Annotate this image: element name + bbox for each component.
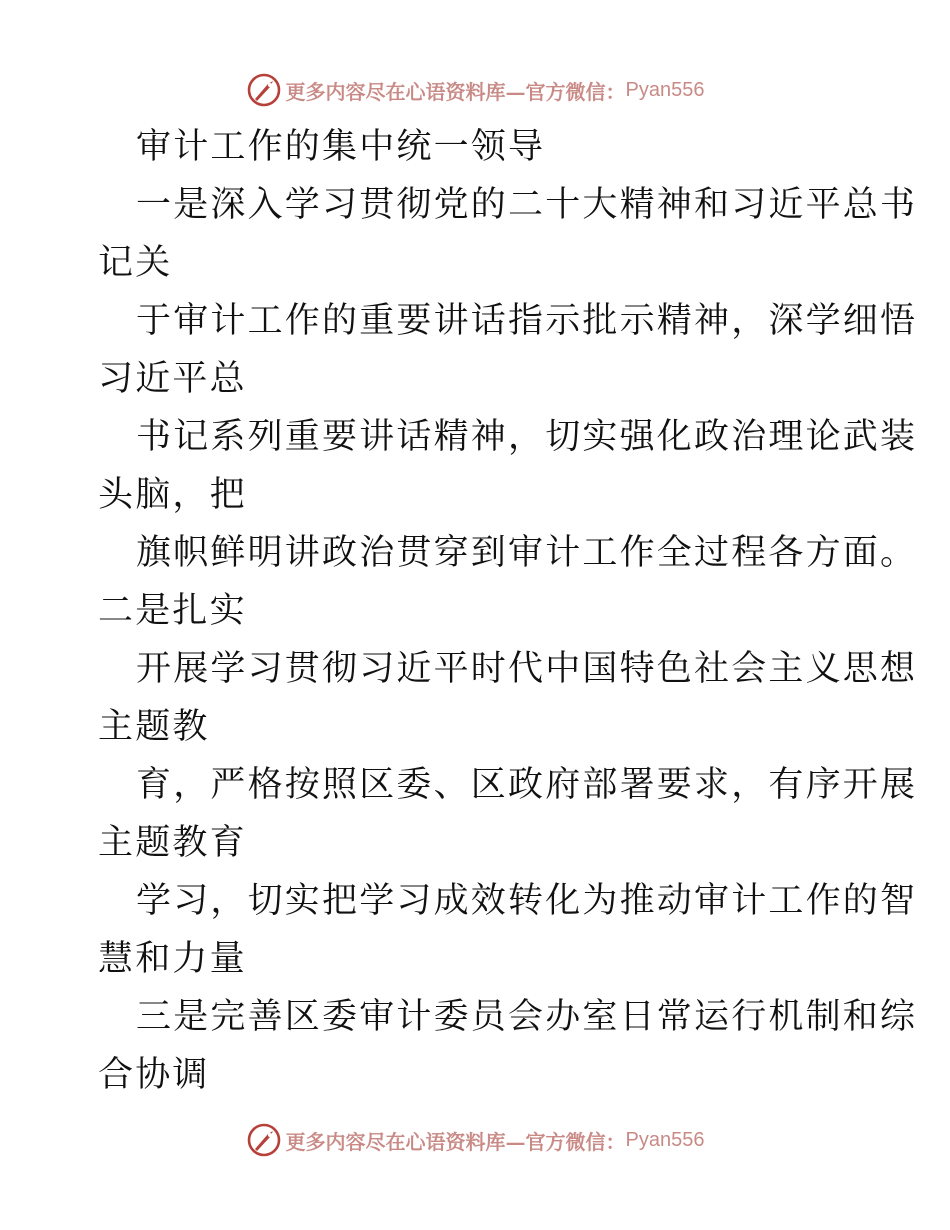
body-line: 书记系列重要讲话精神，切实强化政治理论武装 [136, 417, 918, 457]
body-line: 于审计工作的重要讲话指示批示精神，深学细悟 [136, 301, 918, 341]
body-line: 慧和力量 [98, 939, 247, 979]
body-line: 主题教育 [98, 823, 247, 863]
body-line: 记关 [98, 243, 173, 283]
body-line: 头脑，把 [98, 475, 247, 515]
header-watermark [0, 70, 950, 110]
body-line: 习近平总 [98, 359, 247, 399]
watermark-text: 更多内容尽在心语资料库—官方微信： [285, 1129, 626, 1154]
footer-watermark [0, 1120, 950, 1160]
document-body [98, 118, 918, 1104]
body-line: 主题教 [98, 707, 210, 747]
body-line: 一是深入学习贯彻党的二十大精神和习近平总书 [136, 185, 918, 225]
pen-logo-icon [246, 72, 282, 108]
watermark-wechat-id: Pyan556 [625, 78, 705, 101]
watermark-text: 更多内容尽在心语资料库—官方微信： [285, 79, 626, 104]
body-line: 开展学习贯彻习近平时代中国特色社会主义思想 [136, 649, 918, 689]
pen-logo-icon [246, 1122, 282, 1158]
body-line: 三是完善区委审计委员会办室日常运行机制和综 [136, 997, 918, 1037]
body-line: 审计工作的集中统一领导 [136, 127, 546, 167]
body-line: 旗帜鲜明讲政治贯穿到审计工作全过程各方面。 [136, 533, 918, 573]
body-line: 学习，切实把学习成效转化为推动审计工作的智 [136, 881, 918, 921]
body-line: 育，严格按照区委、区政府部署要求，有序开展 [136, 765, 918, 805]
watermark-wechat-id: Pyan556 [625, 1128, 705, 1151]
body-line: 二是扎实 [98, 591, 247, 631]
body-line: 合协调 [98, 1055, 210, 1095]
